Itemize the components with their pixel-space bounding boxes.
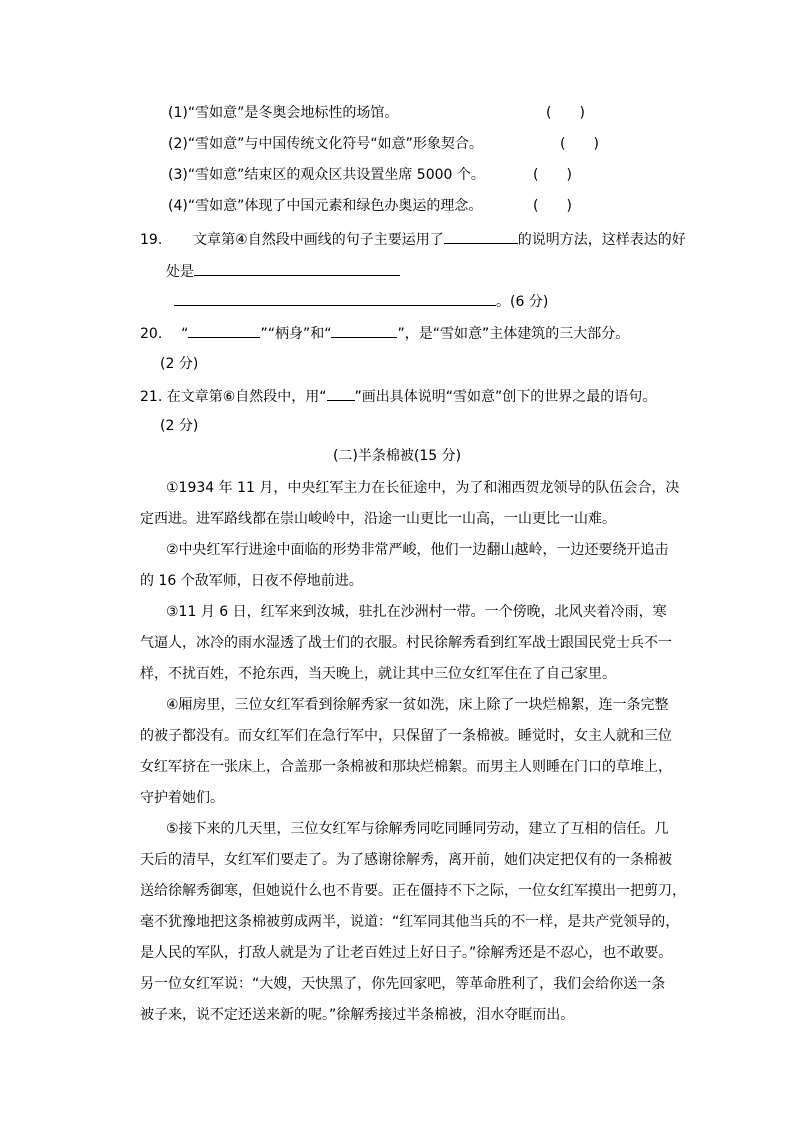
question-20: [140, 322, 629, 344]
paragraph-2-line: 的 16 个敌军师，日夜不停地前进。: [140, 573, 363, 589]
section-title: (二)半条棉被(15 分): [332, 448, 462, 464]
question-text: ”“柄身”和“: [260, 326, 332, 342]
question-number: 20.: [140, 326, 163, 342]
paragraph-4-line: 的被子都没有。而女红军们在急行军中，只保留了一条棉被。睡觉时，女主人就和三位: [140, 728, 672, 744]
answer-blank[interactable]: [331, 322, 397, 338]
paragraph-4-line: 女红军挤在一张床上，合盖那一条棉被和那块烂棉絮。而男主人则睡在门口的草堆上，: [140, 759, 672, 775]
paragraph-5-line: 被子来，说不定还送来新的呢。”徐解秀接过半条棉被，泪水夺眶而出。: [140, 1007, 575, 1023]
paragraph-5-line: 是人民的军队，打敌人就是为了让老百姓过上好日子。”徐解秀还是不忍心，也不敢要。: [140, 945, 673, 961]
answer-paren-2[interactable]: ( ): [560, 136, 599, 152]
quote-mark: “: [181, 326, 189, 342]
question-text: 在文章第⑥自然段中，用“: [166, 389, 327, 405]
judgement-item-4: (4)“雪如意”体现了中国元素和绿色办奥运的理念。: [168, 198, 483, 214]
answer-blank[interactable]: [444, 228, 518, 244]
paragraph-1-line: ①1934 年 11 月，中央红军主力在长征途中，为了和湘西贺龙领导的队伍会合，决: [166, 480, 680, 496]
question-19-line-2: [166, 260, 400, 282]
question-19-line-3: [174, 290, 548, 312]
question-text: ”画出具体说明“雪如意”创下的世界之最的语句。: [354, 389, 657, 405]
paragraph-5-line: 天后的清早，女红军们要走了。为了感谢徐解秀，离开前，她们决定把仅有的一条棉被: [140, 852, 672, 868]
question-number: 19.: [140, 232, 163, 248]
paragraph-4-line: ④厢房里，三位女红军看到徐解秀家一贫如洗，床上除了一块烂棉絮，连一条完整: [166, 697, 669, 713]
question-21: [140, 385, 656, 407]
question-text: 的说明方法，这样表达的好: [517, 232, 686, 248]
question-text: ”，是“雪如意”主体建筑的三大部分。: [397, 326, 630, 342]
question-number: 21.: [140, 389, 163, 405]
paragraph-5-line: 另一位女红军说：“大嫂，天快黑了，你先回家吧，等革命胜利了，我们会给你送一条: [140, 976, 666, 992]
underline-sample: [327, 385, 355, 401]
judgement-item-3: (3)“雪如意”结束区的观众区共设置坐席 5000 个。: [168, 167, 485, 183]
answer-blank[interactable]: [194, 260, 400, 276]
paragraph-3-line: ③11 月 6 日，红军来到汝城，驻扎在沙洲村一带。一个傍晚，北风夹着冷雨，寒: [166, 604, 667, 620]
answer-blank[interactable]: [174, 290, 496, 306]
answer-paren-1[interactable]: ( ): [546, 105, 585, 121]
paragraph-5-line: ⑤接下来的几天里，三位女红军与徐解秀同吃同睡同劳动，建立了互相的信任。几: [166, 821, 669, 837]
score-label: (2 分): [160, 418, 199, 434]
paragraph-3-line: 气逼人，冰冷的雨水湿透了战士们的衣服。村民徐解秀看到红军战士跟国民党士兵不一: [140, 635, 672, 651]
question-19: [140, 228, 686, 250]
score-label: (2 分): [160, 356, 199, 372]
paragraph-5-line: 送给徐解秀御寒，但她说什么也不肯要。正在僵持不下之际，一位女红军摸出一把剪刀，: [140, 883, 686, 899]
answer-blank[interactable]: [188, 322, 260, 338]
judgement-item-1: (1)“雪如意”是冬奥会地标性的场馆。: [168, 105, 399, 121]
paragraph-4-line: 守护着她们。: [140, 790, 224, 806]
paragraph-5-line: 毫不犹豫地把这条棉被剪成两半，说道：“红军同其他当兵的不一样，是共产党领导的，: [140, 914, 680, 930]
question-text: 文章第④自然段中画线的句子主要运用了: [193, 232, 444, 248]
answer-paren-4[interactable]: ( ): [533, 198, 572, 214]
paragraph-3-line: 样，不扰百姓，不抢东西，当天晚上，就让其中三位女红军住在了自己家里。: [140, 666, 616, 682]
question-text: 处是: [166, 264, 194, 280]
judgement-item-2: (2)“雪如意”与中国传统文化符号“如意”形象契合。: [168, 136, 483, 152]
answer-paren-3[interactable]: ( ): [533, 167, 572, 183]
paragraph-1-line: 定西进。进军路线都在崇山峻岭中，沿途一山更比一山高，一山更比一山难。: [140, 511, 616, 527]
paragraph-2-line: ②中央红军行进途中面临的形势非常严峻，他们一边翻山越岭，一边还要绕开追击: [166, 542, 669, 558]
score-label: 。(6 分): [496, 294, 549, 310]
